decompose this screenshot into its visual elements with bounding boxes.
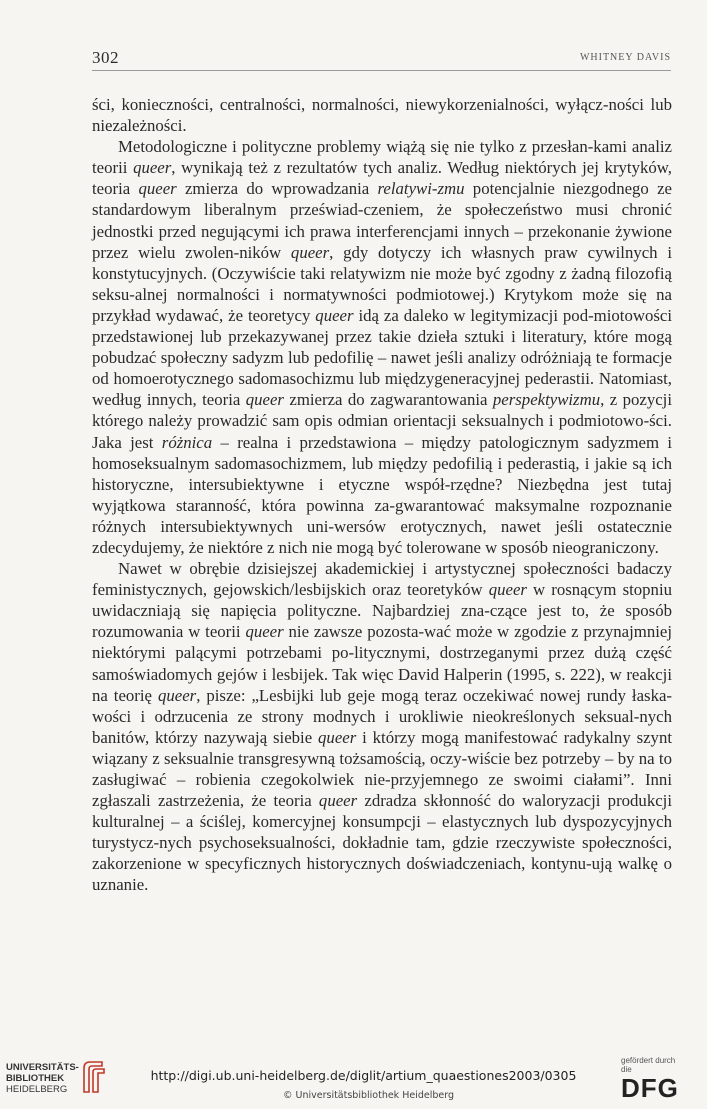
library-name-line3: HEIDELBERG (6, 1084, 68, 1095)
text-run: , gdy dotyczy ich własnych praw cywilnych i konstytucyjnych. (Oczywiście taki relatywizm nie może być zgodny z żadną filozofią seksu-alnej normalności i normatywności podmiotowej.) Krytykom może się na przykład wydawać, że teoretycy (92, 242, 672, 325)
italic-term: queer (138, 179, 177, 199)
text-run: Metodologiczne i polityczne problemy wiążą się nie tylko z przesłan-kami analiz teorii (92, 137, 672, 178)
italic-term: queer (245, 390, 284, 410)
text-run: , wynikają też z rezultatów tych analiz. Według niektórych jej krytyków, teoria (92, 158, 672, 199)
body-text (92, 94, 672, 896)
italic-term: queer (157, 685, 197, 705)
italic-term: queer (290, 242, 330, 262)
copyright-notice: © Universitätsbibliothek Heidelberg (282, 1090, 454, 1101)
italic-term: perspektywizmu (492, 390, 601, 410)
footer (0, 1050, 707, 1109)
text-run: ści, konieczności, centralności, normalności, niewykorzenialności, wyłącz-ności lub niezależności. (92, 95, 672, 136)
italic-term: queer (315, 305, 354, 325)
text-run: – realna i przedstawiona – między patologicznym sadyzmem i homoseksualnym sadomasochizmem, lub między pedofilią i pederastią, i jakie są ich historyczne, intersubiektywne i etyczne współ-rzędne? Niezbędna jest tutaj wyjątkowa staranność, która powinna za-gwarantować maksymalne rozpoznanie różnych intersubiektywnych uni-wersów erotycznych, nawet jeśli ostatecznie zdecydujemy, że niektóre z nich nie mogą być tolerowane w sposób nieograniczony. (92, 432, 673, 557)
italic-term: queer (245, 622, 284, 642)
text-run: zdradza skłonność do waloryzacji produkcji kulturalnej – a ściślej, komercyjnej konsumpcji – elastycznych lub dyspozycyjnych turystycz-nych psychoseksualności, dokładnie tam, gdzie rzeczywiste społeczności, zakorzenione w specyficznych historycznych doświadczeniach, kontynu-ują walkę o uznanie. (92, 791, 672, 895)
text-run: Nawet w obrębie dzisiejszej akademickiej i artystycznej społeczności badaczy feministycznych, gejowskich/lesbijskich oraz teoretyków (92, 559, 672, 600)
dfg-logo[interactable] (621, 1056, 687, 1102)
text-run: , z pozycji którego należy prowadzić sam opis odmian orientacji seksualnych i podmiotowo-ści. Jaka jest (92, 390, 672, 452)
digital-library-url[interactable]: http://digi.ub.uni-heidelberg.de/diglit/artium_quaestiones2003/0305 (150, 1068, 577, 1083)
text-run: zmierza do zagwarantowania (283, 390, 493, 410)
paragraph (92, 94, 672, 136)
text-run: w rosnącym stopniu uwidaczniają się napięcia polityczne. Najbardziej zna-czące jest to, że sposób rozumowania w teorii (92, 580, 672, 642)
dfg-logo-text: DFG (621, 1073, 679, 1103)
text-run: i którzy mogą manifestować radykalny szynt wiązany z seksualnie transgresywną tożsamością, oczy-wiście bez potrzeby – by na to zasługiwać – robienia czegokolwiek nie-przyjemnego ze swoimi ciałami”. Inni zgłaszali zastrzeżenia, że teoria (92, 727, 673, 811)
italic-term: queer (318, 791, 358, 811)
paragraph (92, 558, 672, 896)
italic-term: różnica (161, 432, 213, 452)
text-run: potencjalnie niezgodnego ze standardowym liberalnym przeświad-czeniem, że społeczeństwo musi chronić jednostki przed negującymi ich prawa interferencjami innych – przekonanie żywione przez wielu zwolen-ników (92, 179, 672, 262)
italic-term: queer (133, 158, 172, 178)
paragraph (92, 136, 672, 558)
library-name-line1: UNIVERSITÄTS- (6, 1062, 79, 1073)
text-run: , pisze: „Lesbijki lub geje mogą teraz oczekiwać nowej rundy łaska-wości i odrzucenia ze strony modnych i urokliwie nieokreślonych seksual-nych banitów, którzy nazywają siebie (92, 685, 672, 747)
text-run: nie zawsze pozosta-wać może w zgodzie z przynajmniej niektórymi palącymi potrzebami po-litycznymi, dostrzeganymi przez dużą część samoświadomych gejów i lesbijek. Tak więc David Halperin (1995, s. 222), w reakcji na teorię (92, 622, 672, 705)
text-run: zmierza do wprowadzania (176, 179, 378, 199)
text-run: idą za daleko w legitymizacji pod-miotowości przedstawionej lub przekazywanej przez takie dzieła sztuki i literatury, które mogą pobudzać społeczny sadyzm lub pedofilię – nawet jeśli analizy odróżniają te formacje od homoerotycznego sadomasochizmu lub międzygeneracyjnej pederastii. Natomiast, według innych, teoria (92, 305, 672, 410)
page-number: 302 (92, 48, 119, 67)
page-header (92, 48, 671, 71)
library-name-line2: BIBLIOTHEK (6, 1073, 65, 1084)
italic-term: queer (318, 727, 357, 747)
funding-note: gefördert durch die (621, 1056, 676, 1074)
running-head: WHITNEY DAVIS (579, 52, 671, 63)
italic-term: relatywi-zmu (377, 179, 465, 199)
italic-term: queer (488, 580, 527, 600)
